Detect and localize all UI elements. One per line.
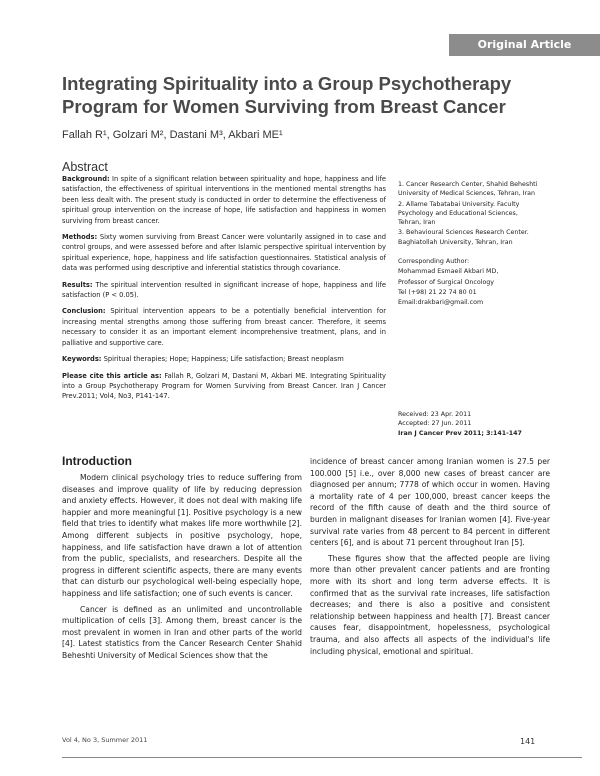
article-title bbox=[62, 72, 562, 118]
received-date: Received: 23 Apr. 2011 bbox=[398, 411, 472, 418]
keywords-label: Keywords: bbox=[62, 355, 102, 364]
cite-label: Please cite this article as: bbox=[62, 371, 162, 380]
abstract-results bbox=[62, 280, 386, 301]
results-text: The spiritual intervention resulted in significant increase of hope, happiness and life satisfaction (P < 0.05). bbox=[62, 280, 386, 300]
conclusion-label: Conclusion: bbox=[62, 307, 106, 316]
intro-paragraph-3: incidence of breast cancer among Iranian women is 27.5 per 100.000 [5] i.e., over 8,000 new cases of breast cancer are diagnosed per annum; 7778 of which occur in women. Having a mortality rate of 4 per 100,000, breast cancer keeps the record of the fifth cause of death and the third source of burden in malignant diseases for Iranian women [4]. Five-year survival rate varies from 48 percent to 84 percent in different centers [6], and is about 71 percent throughout Iran [5]. bbox=[310, 457, 550, 548]
abstract-citation bbox=[62, 371, 386, 402]
methods-text: Sixty women surviving from Breast Cancer were voluntarily assigned in to case and control groups, and were assessed before and after Islamic perspective spiritual intervention by spiritual experience, hope, happiness and life satisfaction questionnaires. Statistical analysis of data was performed using descriptive and inferential statistics through covariance. bbox=[62, 233, 386, 273]
intro-paragraph-4: These figures show that the affected people are living more than other prevalent cancer patients and are fronting more with its short and long term adverse effects. It is confirmed that as the survival rate increases, life satisfaction decreases; and there is also a positive and consistent relationship between happiness and health [7]. Breast cancer causes fear, disappointment, hopelessness, psychological trauma, and also affects all aspects of the individual's life including physical, emotional and spiritual. bbox=[310, 553, 550, 656]
corresponding-tel: Tel (+98) 21 22 74 80 01 bbox=[398, 288, 477, 296]
affiliation-2: 2. Allame Tabatabai University. Faculty Psychology and Educational Sciences, Tehran, Iran bbox=[398, 200, 520, 227]
corresponding-email: Email:drakbari@gmail.com bbox=[398, 299, 484, 307]
affiliation-1: 1. Cancer Research Center, Shahid Beheshti University of Medical Sciences, Tehran, Iran bbox=[398, 181, 538, 198]
body-column-left bbox=[62, 454, 302, 662]
issue-info: Vol 4, No 3, Summer 2011 bbox=[62, 736, 148, 744]
keywords-text: Spiritual therapies; Hope; Happiness; Life satisfaction; Breast neoplasm bbox=[103, 355, 344, 364]
article-type-badge: Original Article bbox=[449, 34, 600, 56]
author-list: Fallah R¹, Golzari M², Dastani M³, Akbari ME¹ bbox=[62, 129, 283, 141]
methods-label: Methods: bbox=[62, 233, 98, 242]
abstract-conclusion bbox=[62, 306, 386, 348]
affiliation-3: 3. Behavioural Sciences Research Center. Baghiatollah University, Tehran, Iran bbox=[398, 229, 529, 246]
title-line-1: Integrating Spirituality into a Group Psychotherapy bbox=[62, 73, 512, 94]
page-number: 141 bbox=[520, 737, 536, 746]
journal-citation: Iran J Cancer Prev 2011; 3:141-147 bbox=[398, 429, 522, 437]
cite-text: Fallah R, Golzari M, Dastani M, Akbari ME. Integrating Spirituality into a Group Psychotherapy Program for Women Surviving from Breast Cancer. Iran J Cancer Prev.2011; Vol4, No3, P141-147. bbox=[62, 371, 386, 401]
conclusion-text: Spiritual intervention appears to be a potentially beneficial intervention for increasing mental strengths among those suffering from breast cancer. Therefore, it seems necessary to consider it as an important element incomprehensive treatment, plans, and in palliative and supportive care. bbox=[62, 307, 386, 347]
accepted-date: Accepted: 27 Jun. 2011 bbox=[398, 420, 472, 428]
intro-paragraph-1: Modern clinical psychology tries to reduce suffering from diseases and improve quality of life by reducing depression and anxiety effects. However, it does not deal with making life happier and more meaningful [1]. Positive psychology is a new field that tries to identify what makes life more worthwhile [2]. Among different subjects in positive psychology, hope, happiness, and life satisfaction have drawn a lot of attention from the public, specialists, and researchers. Despite all the progress in different scientific aspects, there are many events that can disturb our psychological well-being especially hope, happiness and life satisfaction; one of such events is cancer. bbox=[62, 473, 302, 598]
abstract-heading: Abstract bbox=[62, 160, 108, 174]
background-label: Background: bbox=[62, 175, 110, 183]
corresponding-role: Professor of Surgical Oncology bbox=[398, 278, 495, 286]
intro-paragraph-2: Cancer is defined as an unlimited and uncontrollable multiplication of cells [3]. Among them, breast cancer is the most prevalent in women in Iran and other parts of the world [4]. Latest statistics from the Cancer Research Center Shahid Beheshti University of Medical Sciences show that the bbox=[62, 604, 302, 660]
footer-divider bbox=[62, 757, 582, 758]
background-text: In spite of a significant relation between spirituality and hope, happiness and life satisfaction, the effectiveness of spiritual interventions in the mentioned mental strengths has been less dealt with. The present study is conducted in order to determine the effectiveness of spiritual group intervention on the increase of hope, life satisfaction and happiness in women surviving from breast cancer. bbox=[62, 175, 386, 225]
title-line-2: Program for Women Surviving from Breast Cancer bbox=[62, 96, 506, 117]
introduction-heading: Introduction bbox=[62, 454, 132, 468]
results-label: Results: bbox=[62, 280, 93, 289]
abstract-keywords bbox=[62, 354, 386, 364]
abstract-background bbox=[62, 174, 386, 226]
affiliations-panel bbox=[398, 180, 538, 309]
article-dates bbox=[398, 410, 538, 438]
abstract-body bbox=[62, 174, 386, 408]
corresponding-label: Corresponding Author: bbox=[398, 258, 470, 266]
corresponding-author bbox=[398, 257, 538, 307]
abstract-methods bbox=[62, 232, 386, 274]
corresponding-name: Mohammad Esmaeil Akbari MD, bbox=[398, 268, 499, 276]
body-column-right bbox=[310, 456, 550, 657]
